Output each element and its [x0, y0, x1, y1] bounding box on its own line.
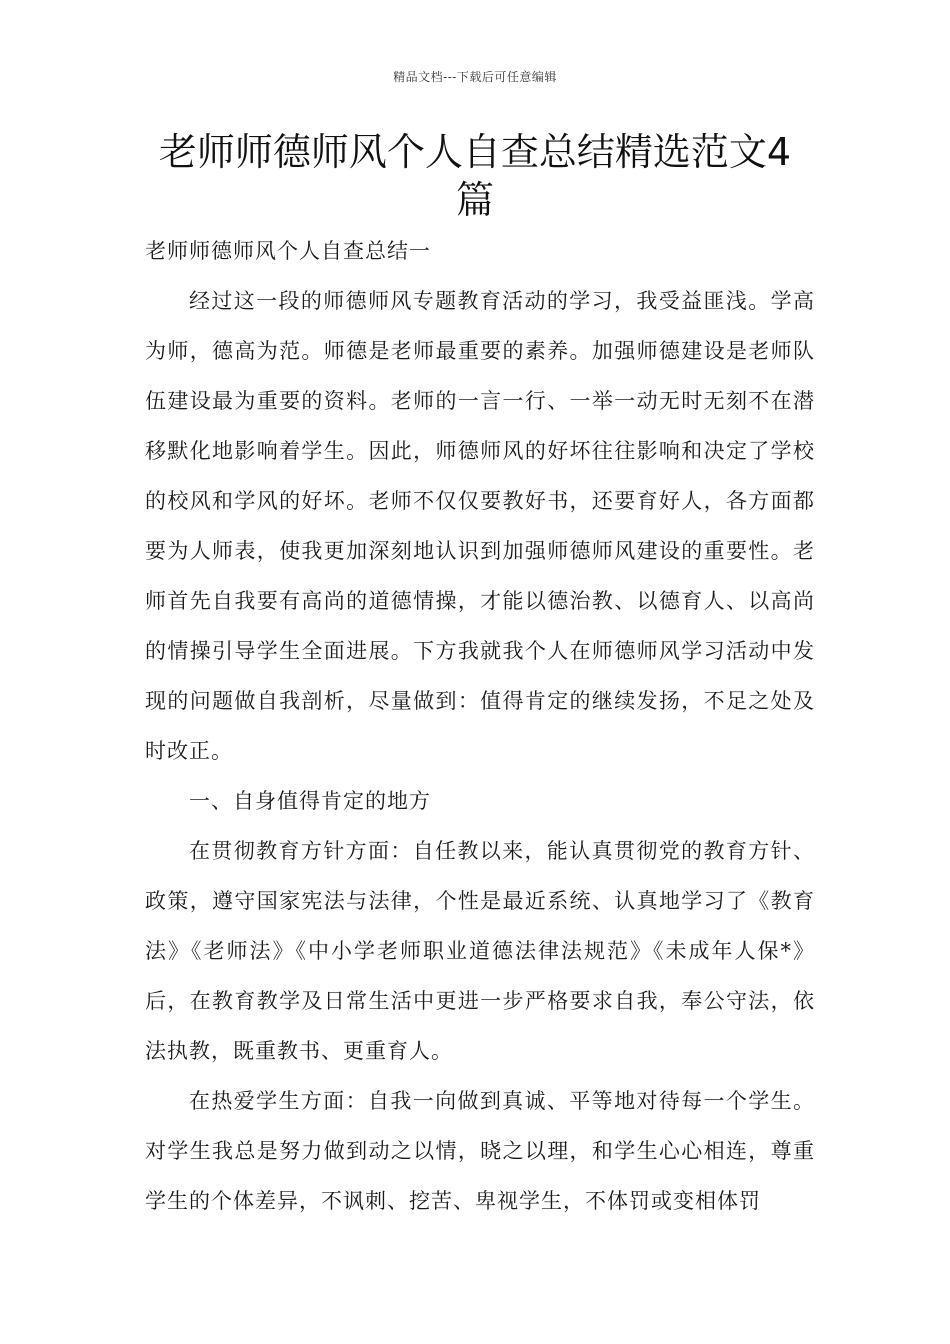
section-title: 老师师德师风个人自查总结一: [145, 239, 431, 263]
body-paragraph-2: 在贯彻教育方针方面：自任教以来，能认真贯彻党的教育方针、政策，遵守国家宪法与法律，个性是最近系统、认真地学习了《教育法》《老师法》《中小学老师职业道德法律法规范》《未成年人保*》后，在教育教学及日常生活中更进一步严格要求自我，奉公守法，依法执教，既重教书、更重育人。: [145, 839, 815, 1063]
document-body: [145, 226, 815, 1226]
body-paragraph-1: 经过这一段的师德师风专题教育活动的学习，我受益匪浅。学高为师，德高为范。师德是老师最重要的素养。加强师德建设是老师队伍建设最为重要的资料。老师的一言一行、一举一动无时无刻不在潜移默化地影响着学生。因此，师德师风的好坏往往影响和决定了学校的校风和学风的好坏。老师不仅仅要教好书，还要育好人，各方面都要为人师表，使我更加深刻地认识到加强师德师风建设的重要性。老师首先自我要有高尚的道德情操，才能以德治教、以德育人、以高尚的情操引导学生全面进展。下方我就我个人在师德师风学习活动中发现的问题做自我剖析，尽量做到：值得肯定的继续发扬，不足之处及时改正。: [145, 289, 815, 763]
header-note: 精品文档---下载后可任意编辑: [393, 70, 557, 84]
document-title: 老师师德师风个人自查总结精选范文4篇: [158, 130, 792, 222]
body-paragraph-3: 在热爱学生方面：自我一向做到真诚、平等地对待每一个学生。对学生我总是努力做到动之以情，晓之以理，和学生心心相连，尊重学生的个体差异，不讽刺、挖苦、卑视学生，不体罚或变相体罚: [145, 1089, 815, 1213]
subsection-heading: 一、自身值得肯定的地方: [189, 789, 431, 813]
